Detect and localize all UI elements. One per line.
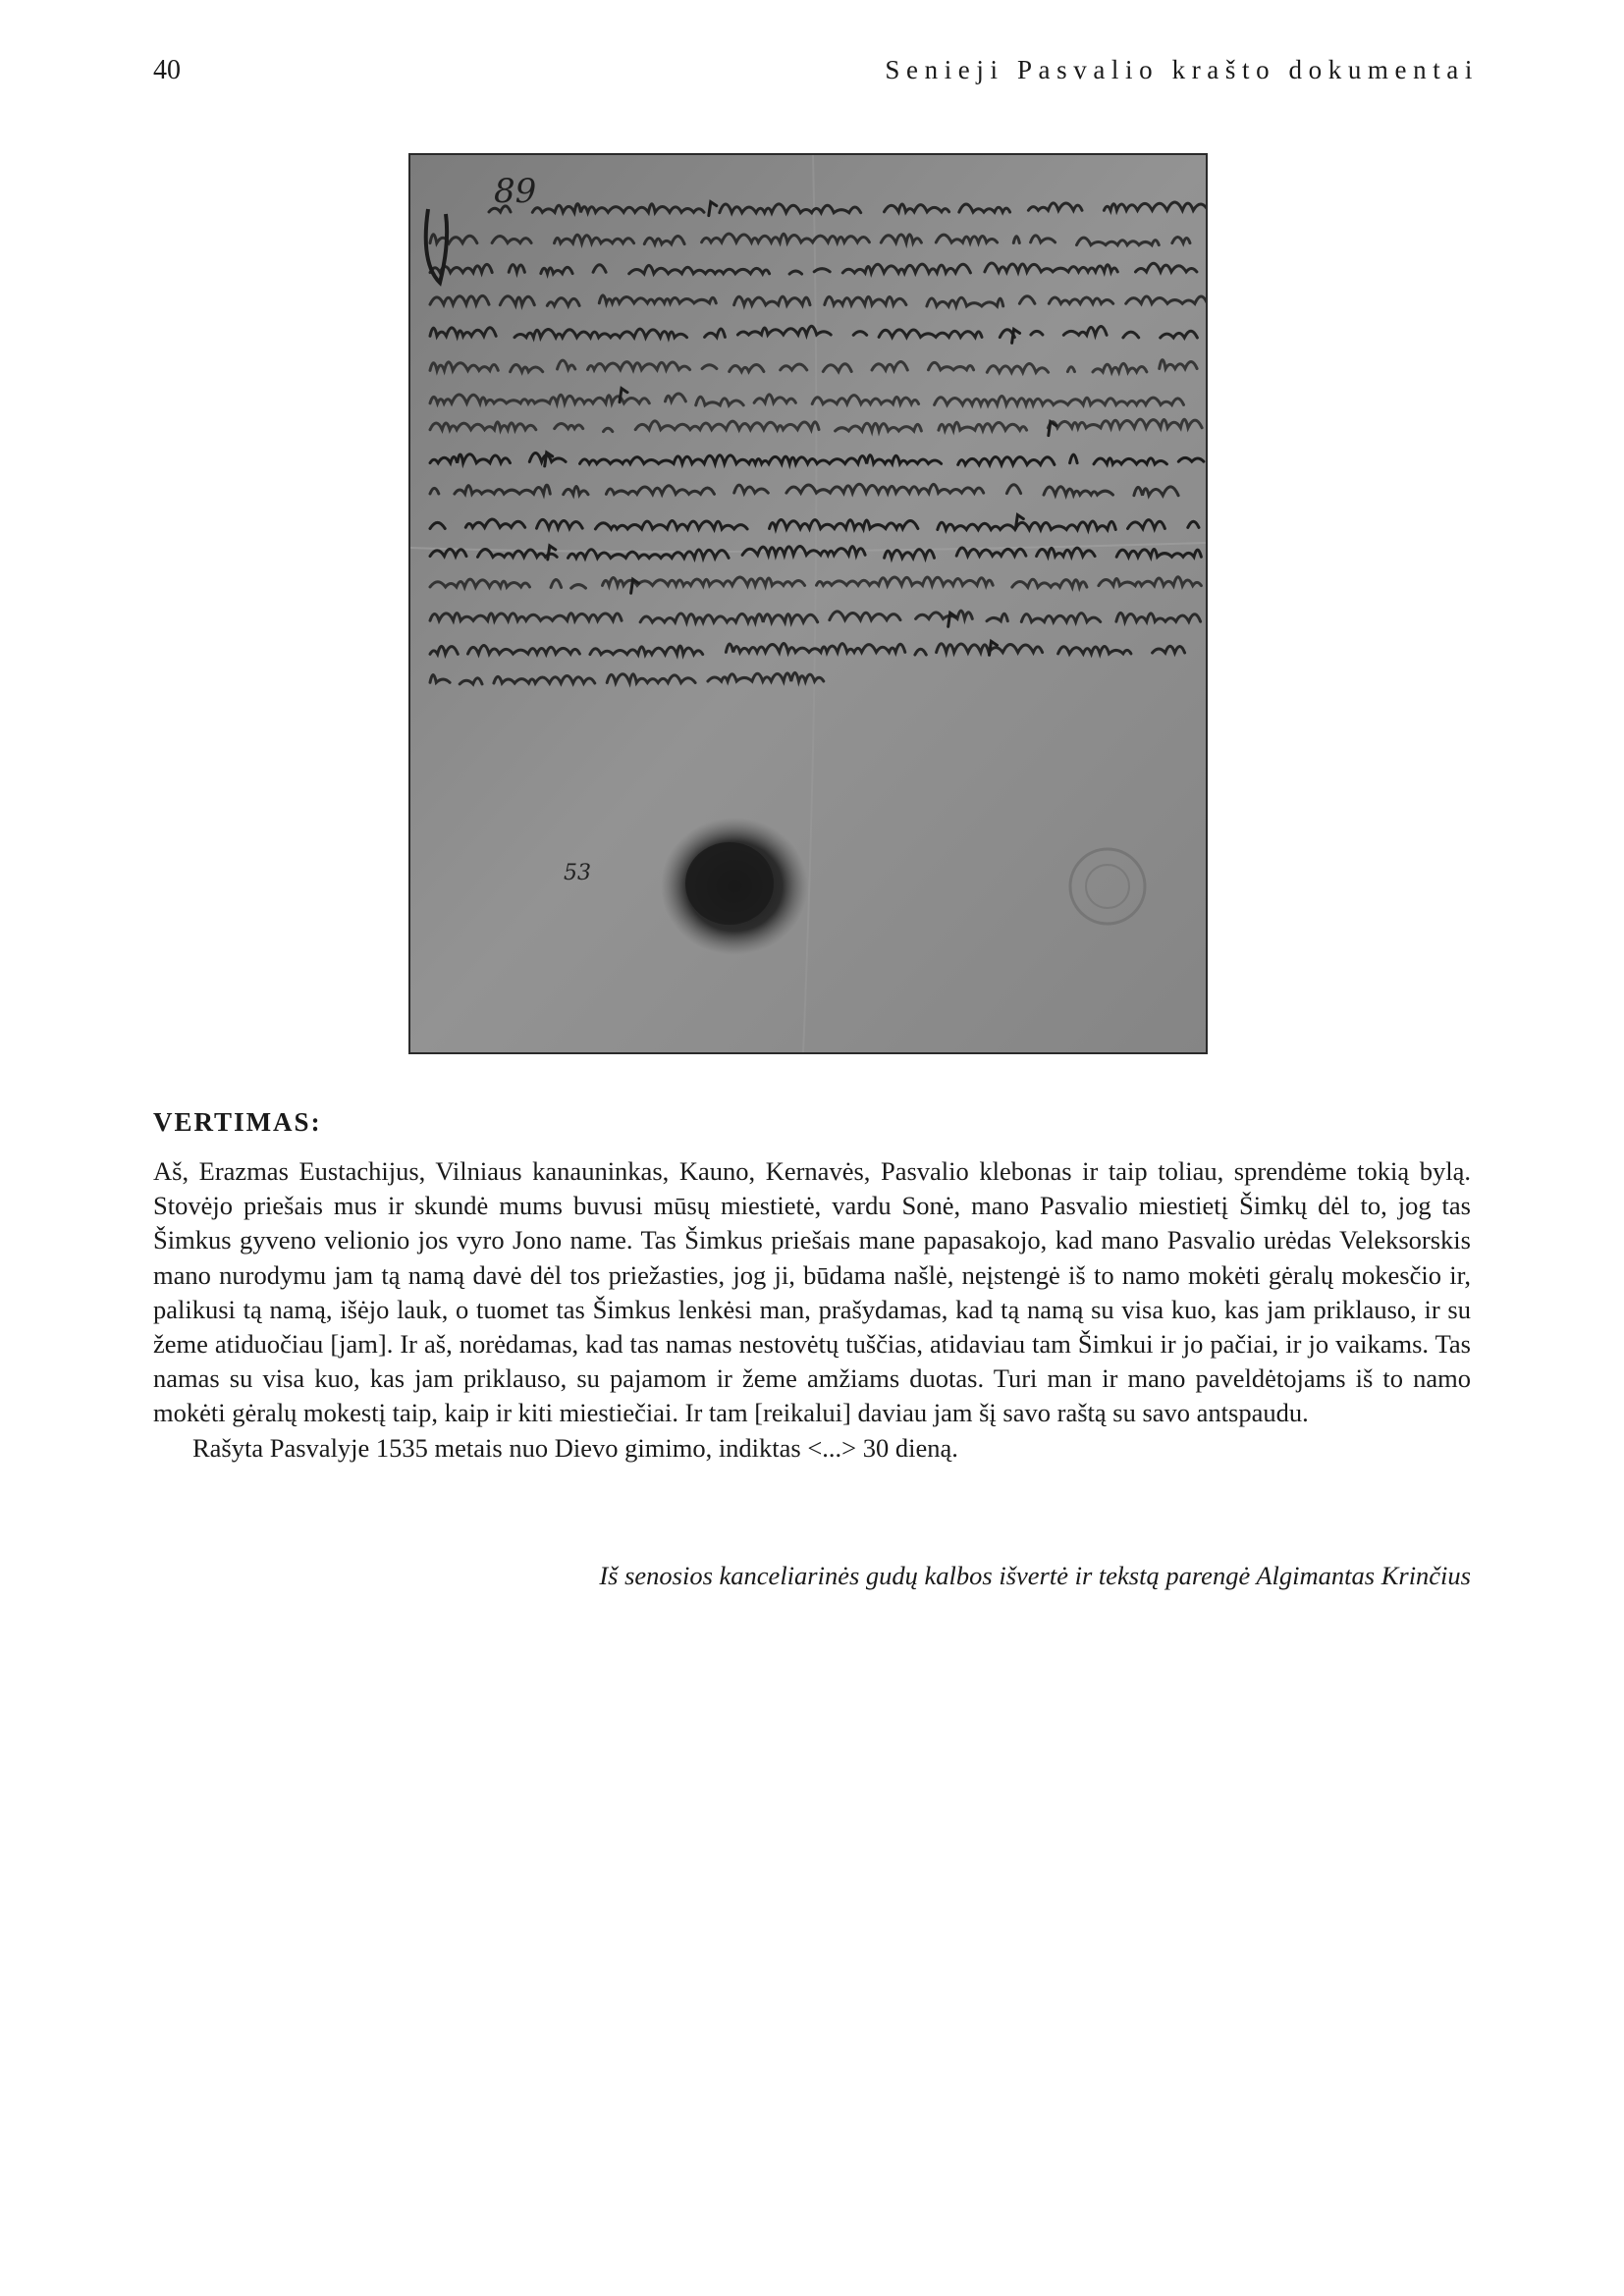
manuscript-facsimile-image xyxy=(408,153,1208,1054)
translation-paragraph: Rašyta Pasvalyje 1535 metais nuo Dievo gimimo, indiktas <...> 30 dieną. xyxy=(192,1432,958,1463)
translation-text xyxy=(153,1154,1471,1466)
running-title: Senieji Pasvalio krašto dokumentai xyxy=(885,55,1479,84)
translation-paragraph: Aš, Erazmas Eustachijus, Vilniaus kanauninkas, Kauno, Kernavės, Pasvalio klebonas ir taip toliau, sprendėme tokią bylą. Stovėjo priešais mus ir skundė mums buvusi mūsų miestietė, vardu Sonė, mano Pasvalio miestietį Šimkų dėl to, jog tas Šimkus gyveno velionio jos vyro Jono name. Tas Šimkus priešais mane papasakojo, kad mano Pasvalio urėdas Veleksorskis mano nurodymu jam tą namą davė dėl tos priežasties, jog ji, būdama našlė, neįstengė iš to namo mokėti gėralų mokesčio ir, palikusi tą namą, išėjo lauk, o tuomet tas Šimkus lenkėsi man, prašydamas, kad tą namą su visa kuo, kas jam priklauso, ir su žeme atiduočiau [jam]. Ir aš, norėdamas, kad tas namas nestovėtų tuščias, atidaviau tam Šimkui ir jo pačiai, ir jo vaikams. Tas namas su visa kuo, kas jam priklauso, su pajamom ir žeme amžiams duotas. Turi man ir mano paveldėtojams iš to namo mokėti gėralų mokestį taip, kaip ir kiti miestiečiai. Ir tam [reikalui] daviau jam šį savo raštą su savo antspaudu. xyxy=(153,1156,1471,1428)
translator-credit: Iš senosios kanceliarinės gudų kalbos išvertė ir tekstą parengė Algimantas Krinčius xyxy=(599,1561,1471,1590)
wax-seal-core xyxy=(685,842,774,925)
page-number: 40 xyxy=(153,55,181,85)
lower-left-number: 53 xyxy=(564,861,591,885)
translation-heading: VERTIMAS: xyxy=(153,1107,322,1137)
folio-number: 89 xyxy=(494,172,537,211)
